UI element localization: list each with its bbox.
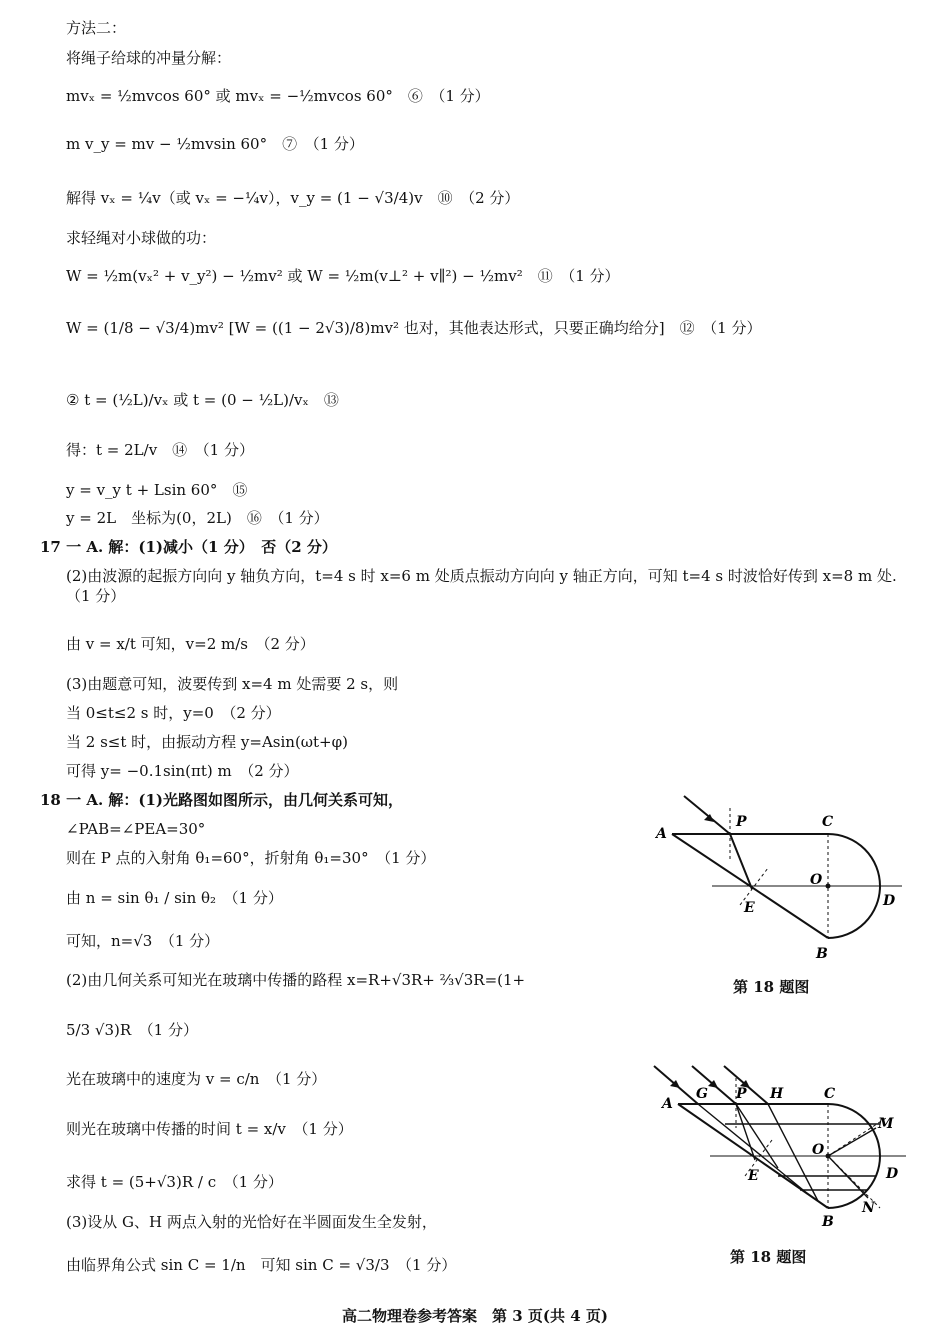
problem-17-heading: 17 一 A. 解：(1)减小（1 分） 否（2 分） — [40, 538, 337, 556]
text-line: 5/3 √3)R （1 分） — [66, 1021, 198, 1039]
label-C: C — [824, 1086, 836, 1102]
figure-caption-1: 第 18 题图 — [733, 978, 810, 996]
label-B: B — [816, 946, 828, 962]
text-line: y = v_y t + Lsin 60° ⑮ — [66, 481, 248, 499]
page-footer: 高二物理卷参考答案 第 3 页(共 4 页) — [342, 1307, 608, 1325]
figure-18-optics-diagram-1 — [640, 790, 915, 965]
text-line: 则光在玻璃中传播的时间 t = x/v （1 分） — [66, 1120, 353, 1138]
text-line: ∠PAB=∠PEA=30° — [66, 820, 206, 838]
label-O: O — [812, 1142, 825, 1158]
incident-ray — [684, 796, 730, 834]
label-G: G — [696, 1086, 708, 1102]
text-line: 求得 t = (5+√3)R / c （1 分） — [66, 1173, 283, 1191]
figure-18-optics-diagram-2 — [650, 1058, 920, 1233]
label-A: A — [662, 1096, 673, 1112]
text-line: (3)由题意可知，波要传到 x=4 m 处需要 2 s，则 — [66, 675, 399, 693]
text-line: 可知，n=√3 （1 分） — [66, 932, 220, 950]
ray-arrowhead — [704, 814, 714, 822]
center-O — [826, 884, 831, 889]
text-line: (3)设从 G、H 两点入射的光恰好在半圆面发生全发射， — [66, 1213, 437, 1231]
text-line: (2)由几何关系可知光在玻璃中传播的路程 x=R+√3R+ ⅔√3R=(1+ — [66, 971, 526, 989]
label-D: D — [883, 893, 896, 909]
center-O — [826, 1154, 831, 1159]
text-line: 光在玻璃中的速度为 v = c/n （1 分） — [66, 1070, 327, 1088]
figure-caption-2: 第 18 题图 — [730, 1248, 807, 1266]
text-line: 则在 P 点的入射角 θ₁=60°，折射角 θ₁=30° （1 分） — [66, 849, 436, 867]
text-line: 得：t = 2L/v ⑭ （1 分） — [66, 441, 254, 459]
text-line: y = 2L 坐标为(0，2L) ⑯ （1 分） — [66, 509, 329, 527]
label-E: E — [748, 1168, 759, 1184]
text-line: 求轻绳对小球做的功： — [66, 229, 217, 247]
text-line: 可得 y= −0.1sin(πt) m （2 分） — [66, 762, 299, 780]
text-line: mvₓ = ½mvcos 60° 或 mvₓ = −½mvcos 60° ⑥ （1 分） — [66, 87, 490, 105]
label-O: O — [810, 872, 823, 888]
text-line: 解得 vₓ = ¼v（或 vₓ = −¼v），v_y = (1 − √3/4)v ⑩ （2 分） — [66, 189, 520, 207]
text-line: W = ½m(vₓ² + v_y²) − ½mv² 或 W = ½m(v⊥² + v∥²) − ½mv² ⑪ （1 分） — [66, 267, 620, 285]
refracted-ray-H — [768, 1104, 818, 1201]
label-N: N — [862, 1200, 875, 1216]
label-P: P — [736, 814, 747, 830]
text-line: 由 n = sin θ₁ / sin θ₂ （1 分） — [66, 889, 283, 907]
text-line: 由 v = x/t 可知，v=2 m/s （2 分） — [66, 635, 315, 653]
label-E: E — [744, 900, 755, 916]
text-line: 当 2 s≤t 时，由振动方程 y=Asin(ωt+φ) — [66, 733, 348, 751]
label-A: A — [656, 826, 667, 842]
text-line: 由临界角公式 sin C = 1/n 可知 sin C = √3/3 （1 分） — [66, 1256, 457, 1274]
problem-18-heading: 18 一 A. 解：(1)光路图如图所示，由几何关系可知， — [40, 791, 404, 809]
text-line: 当 0≤t≤2 s 时，y=0 （2 分） — [66, 704, 281, 722]
text-line: 方法二： — [66, 19, 127, 37]
text-paragraph: (2)由波源的起振方向向 y 轴负方向，t=4 s 时 x=6 m 处质点振动方向向 y 轴正方向，可知 t=4 s 时波恰好传到 x=8 m 处.（1 分） — [66, 567, 897, 605]
label-M: M — [878, 1116, 894, 1132]
label-H: H — [770, 1086, 784, 1102]
text-line: W = (1/8 − √3/4)mv² [W = ((1 − 2√3)/8)mv² 也对，其他表达形式，只要正确均给分] ⑫ （1 分） — [66, 319, 762, 337]
label-D: D — [886, 1166, 899, 1182]
text-line: 将绳子给球的冲量分解： — [66, 49, 232, 67]
label-C: C — [822, 814, 834, 830]
text-line: ② t = (½L)/vₓ 或 t = (0 − ½L)/vₓ ⑬ — [66, 391, 339, 409]
text-line: m v_y = mv − ½mvsin 60° ⑦ （1 分） — [66, 135, 364, 153]
label-P: P — [736, 1086, 747, 1102]
label-B: B — [822, 1214, 834, 1230]
